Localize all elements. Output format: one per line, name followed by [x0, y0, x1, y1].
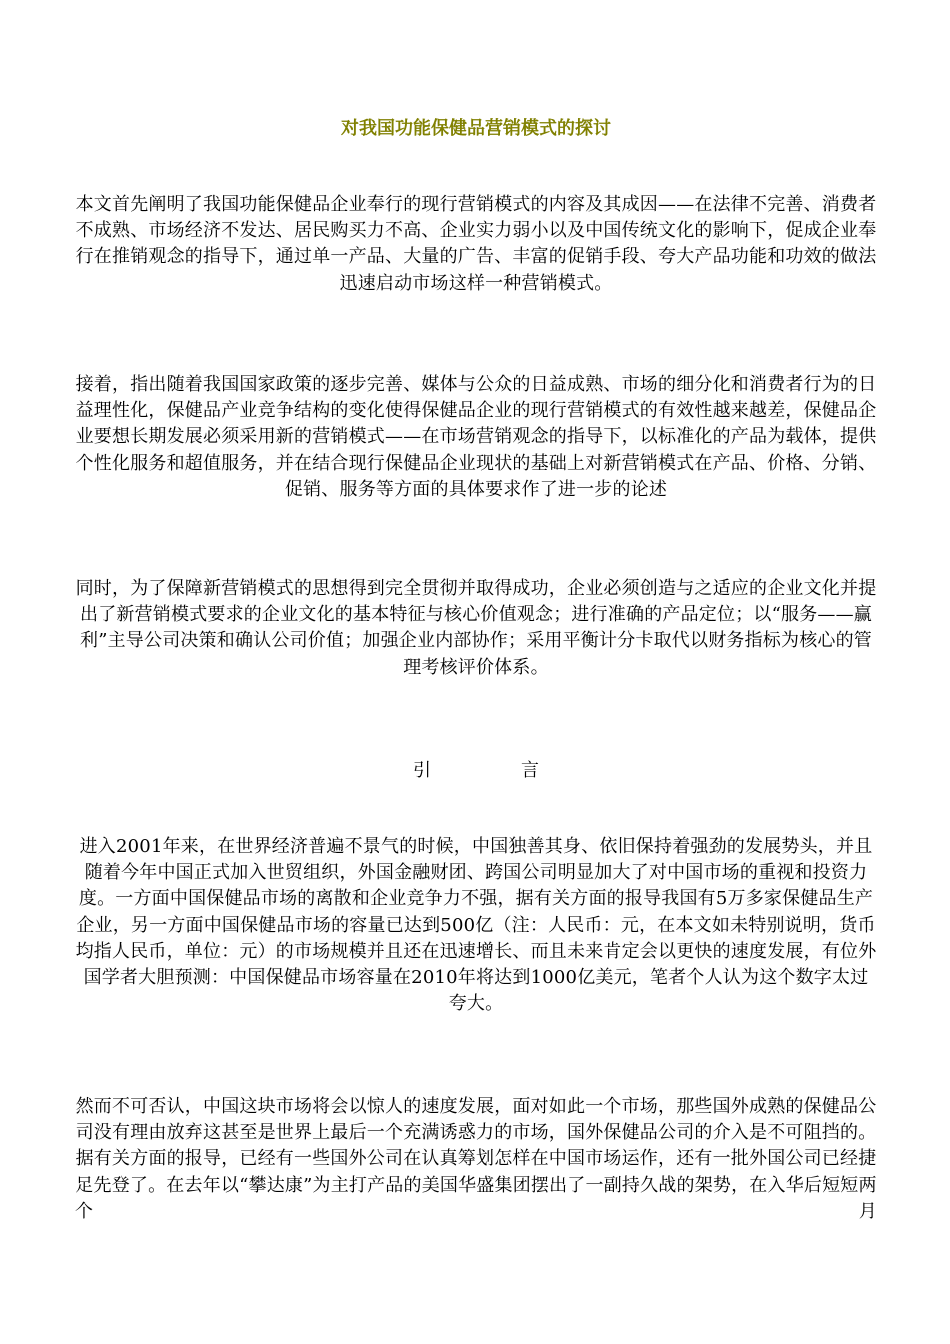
abstract-paragraph-3: 同时，为了保障新营销模式的思想得到完全贯彻并取得成功，企业必须创造与之适应的企业文化并提出了新营销模式要求的企业文化的基本特征与核心价值观念；进行准确的产品定位；以“服务——赢利”主导公司决策和确认公司价值；加强企业内部协作；采用平衡计分卡取代以财务指标为核心的管理考核评价体系。: [75, 578, 877, 678]
section-heading-char-1: 引: [413, 760, 431, 781]
abstract-paragraph-2: 接着，指出随着我国国家政策的逐步完善、媒体与公众的日益成熟、市场的细分化和消费者行为的日益理性化，保健品产业竞争结构的变化使得保健品企业的现行营销模式的有效性越来越差，保健品企业要想长期发展必须采用新的营销模式——在市场营销观念的指导下，以标准化的产品为载体，提供个性化服务和超值服务，并在结合现行保健品企业现状的基础上对新营销模式在产品、价格、分销、促销、服务等方面的具体要求作了进一步的论述: [75, 374, 877, 500]
body-paragraph-1: 进入2001年来，在世界经济普遍不景气的时候，中国独善其身、依旧保持着强劲的发展势头，并且随着今年中国正式加入世贸组织，外国金融财团、跨国公司明显加大了对中国市场的重视和投资力度。一方面中国保健品市场的离散和企业竞争力不强，据有关方面的报导我国有5万多家保健品生产企业，另一方面中国保健品市场的容量已达到500亿（注：人民币：元，在本文如未特别说明，货币均指人民币，单位：元）的市场规模并且还在迅速增长、而且未来肯定会以更快的速度发展，有位外国学者大胆预测：中国保健品市场容量在2010年将达到1000亿美元，笔者个人认为这个数字太过夸大。: [75, 836, 877, 1015]
body-paragraph-2: 然而不可否认，中国这块市场将会以惊人的速度发展，面对如此一个市场，那些国外成熟的保健品公司没有理由放弃这甚至是世界上最后一个充满诱惑力的市场，国外保健品公司的介入是不可阻挡的。据有关方面的报导，已经有一些国外公司在认真筹划怎样在中国市场运作，还有一批外国公司已经捷足先登了。在去年以“攀达康”为主打产品的美国华盛集团摆出了一副持久战的架势，在入华后短短两个月: [75, 1096, 877, 1222]
abstract-paragraph-1: 本文首先阐明了我国功能保健品企业奉行的现行营销模式的内容及其成因——在法律不完善、消费者不成熟、市场经济不发达、居民购买力不高、企业实力弱小以及中国传统文化的影响下，促成企业奉行在推销观念的指导下，通过单一产品、大量的广告、丰富的促销手段、夸大产品功能和功效的做法迅速启动市场这样一种营销模式。: [75, 194, 877, 294]
section-heading-introduction: [75, 758, 877, 784]
document-title: 对我国功能保健品营销模式的探讨: [341, 118, 611, 139]
section-heading-char-2: 言: [521, 760, 539, 781]
